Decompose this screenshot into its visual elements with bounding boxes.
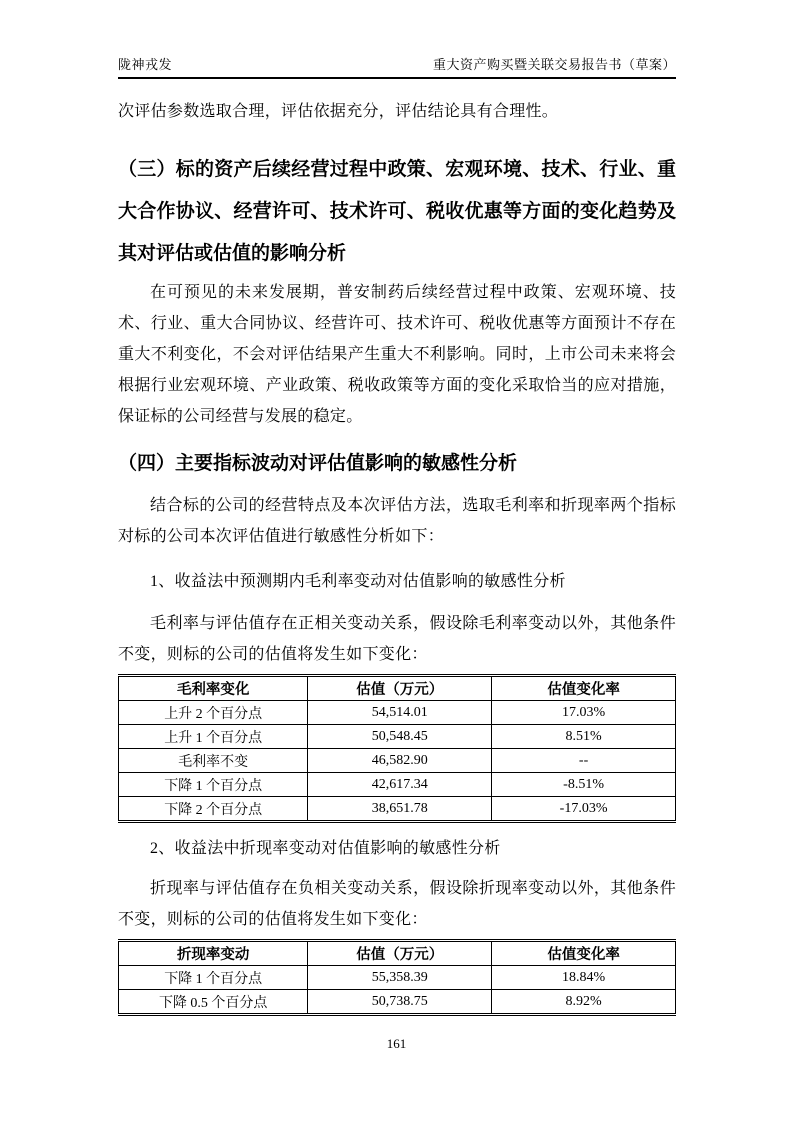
table-cell: 46,582.90: [308, 749, 492, 773]
header-company-name: 陇神戎发: [118, 57, 173, 72]
table-cell: 下降 1 个百分点: [119, 966, 308, 990]
column-header: 估值（万元）: [308, 676, 492, 701]
table-row: [119, 701, 676, 725]
table-row: [119, 773, 676, 797]
page-footer: [0, 1036, 793, 1052]
table-cell: 54,514.01: [308, 701, 492, 725]
subsection-2-heading: 2、收益法中折现率变动对估值影响的敏感性分析: [150, 840, 501, 857]
column-header: 毛利率变化: [119, 676, 308, 701]
table-row: [119, 725, 676, 749]
table-cell: 8.51%: [492, 725, 676, 749]
subsection-1-paragraph: 毛利率与评估值存在正相关变动关系，假设除毛利率变动以外，其他条件不变，则标的公司的估值将发生如下变化：: [118, 615, 676, 663]
page-number: 161: [386, 1036, 407, 1051]
subsection-1-heading: 1、收益法中预测期内毛利率变动对估值影响的敏感性分析: [150, 573, 566, 590]
table-cell: 17.03%: [492, 701, 676, 725]
table-cell: 8.92%: [492, 990, 676, 1015]
table-header-row: [119, 676, 676, 701]
table-header-row: [119, 941, 676, 966]
table-row: [119, 966, 676, 990]
subsection-2-paragraph: 折现率与评估值存在负相关变动关系，假设除折现率变动以外，其他条件不变，则标的公司的估值将发生如下变化：: [118, 880, 676, 928]
document-content: [118, 76, 676, 1016]
table-cell: 55,358.39: [308, 966, 492, 990]
table-cell: 38,651.78: [308, 797, 492, 822]
table-cell: 18.84%: [492, 966, 676, 990]
table-cell: 下降 0.5 个百分点: [119, 990, 308, 1015]
table-row: [119, 797, 676, 822]
discount-rate-sensitivity-table: [118, 939, 676, 1016]
table-cell: 上升 1 个百分点: [119, 725, 308, 749]
table-cell: 下降 2 个百分点: [119, 797, 308, 822]
gross-margin-sensitivity-table: [118, 674, 676, 823]
table-cell: 50,548.45: [308, 725, 492, 749]
table-cell: --: [492, 749, 676, 773]
section-3-paragraph: 在可预见的未来发展期，普安制药后续经营过程中政策、宏观环境、技术、行业、重大合同协议、经营许可、技术许可、税收优惠等方面预计不存在重大不利变化，不会对评估结果产生重大不利影响。同时，上市公司未来将会根据行业宏观环境、产业政策、税收政策等方面的变化采取恰当的应对措施，保证标的公司经营与发展的稳定。: [118, 284, 676, 425]
section-4-heading: （四）主要指标波动对评估值影响的敏感性分析: [118, 453, 518, 474]
table-cell: 上升 2 个百分点: [119, 701, 308, 725]
section-3-heading: （三）标的资产后续经营过程中政策、宏观环境、技术、行业、重大合作协议、经营许可、技术许可、税收优惠等方面的变化趋势及其对评估或估值的影响分析: [118, 159, 676, 264]
table-row: [119, 749, 676, 773]
column-header: 估值变化率: [492, 676, 676, 701]
table-cell: 42,617.34: [308, 773, 492, 797]
intro-paragraph: 次评估参数选取合理，评估依据充分，评估结论具有合理性。: [118, 103, 559, 120]
header-report-title: 重大资产购买暨关联交易报告书（草案）: [432, 57, 676, 72]
column-header: 估值变化率: [492, 941, 676, 966]
table-cell: -17.03%: [492, 797, 676, 822]
table-cell: 毛利率不变: [119, 749, 308, 773]
section-4-paragraph: 结合标的公司的经营特点及本次评估方法，选取毛利率和折现率两个指标对标的公司本次评估值进行敏感性分析如下：: [118, 497, 676, 545]
table-row: [119, 990, 676, 1015]
table-cell: 下降 1 个百分点: [119, 773, 308, 797]
column-header: 折现率变动: [119, 941, 308, 966]
column-header: 估值（万元）: [308, 941, 492, 966]
table-cell: 50,738.75: [308, 990, 492, 1015]
table-cell: -8.51%: [492, 773, 676, 797]
